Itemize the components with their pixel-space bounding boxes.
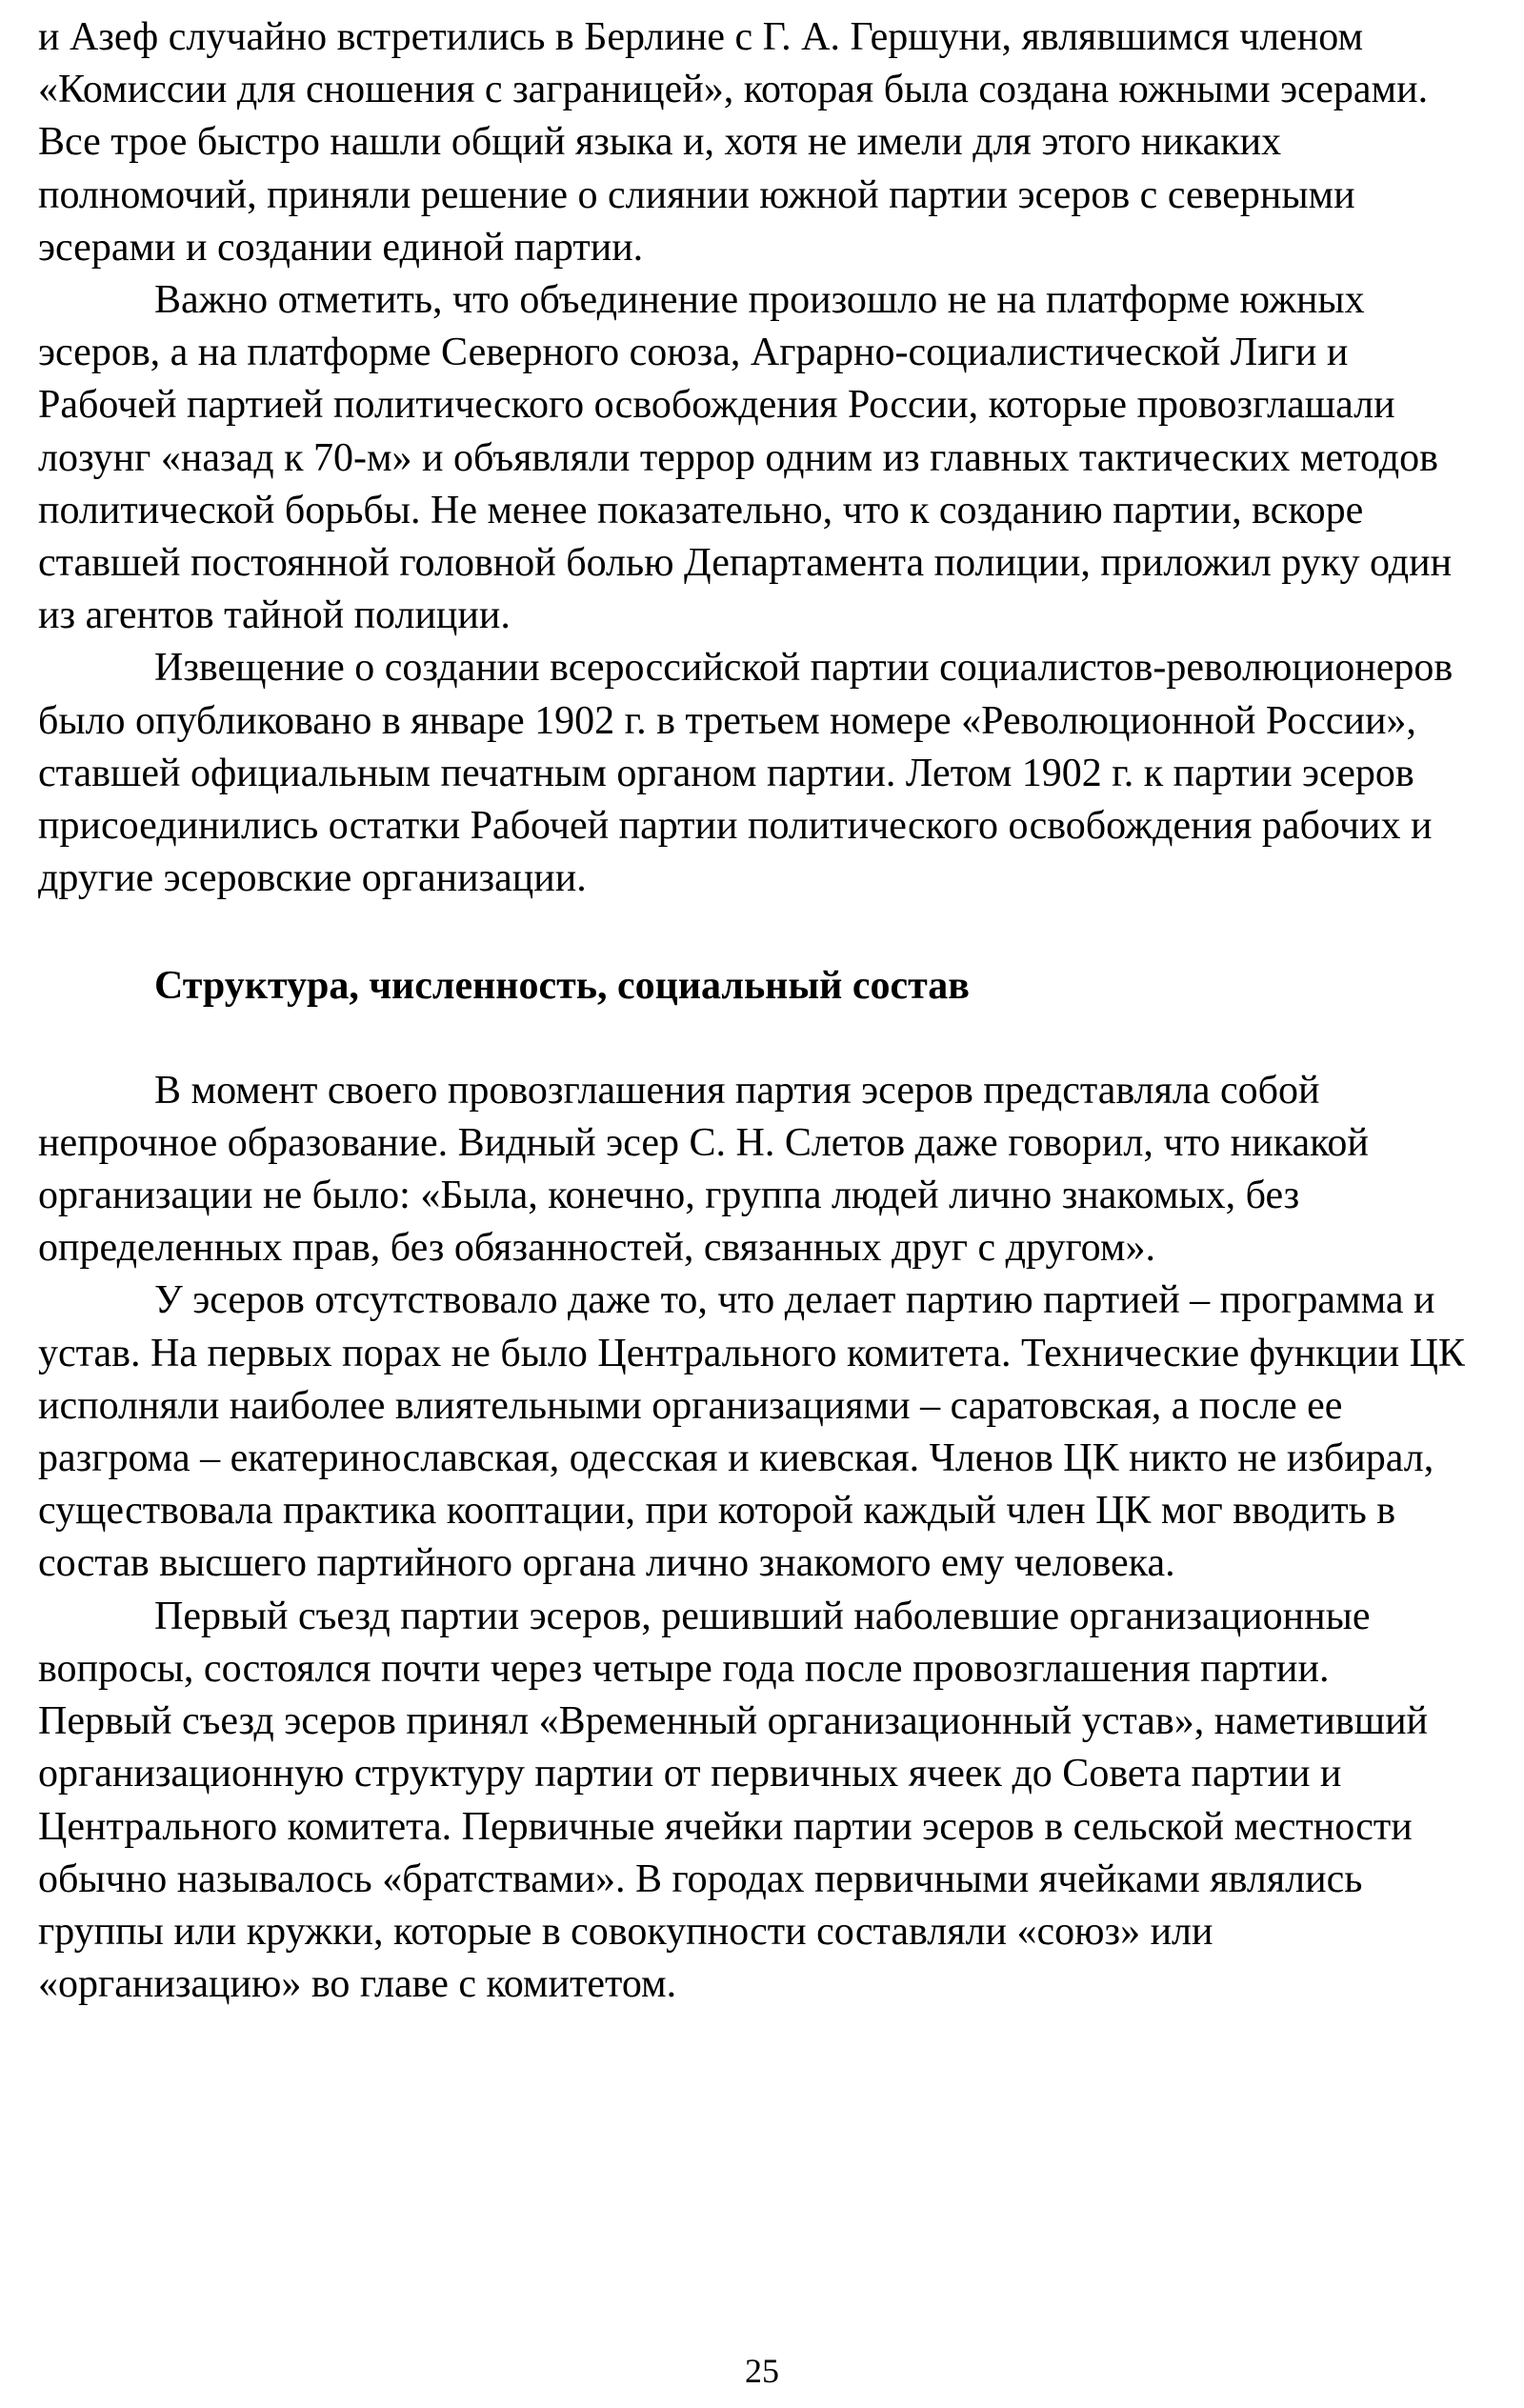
paragraph-4: В момент своего провозглашения партия эсеров представляла собой непрочное образование. Видный эсер С. Н. Слетов даже говорил, что никакой организации не было: «Была, конечно, группа людей лично знакомых, без определенных прав, без обязанностей, связанных друг с другом». [38,1068,1369,1271]
page-number: 25 [745,2352,779,2390]
paragraph-6: Первый съезд партии эсеров, решивший наболевшие организационные вопросы, состоялся почти через четыре года после провозглашения партии. Первый съезд эсеров принял «Временный организационный устав», наметивший организационную структуру партии от первичных ячеек до Совета партии и Центрального комитета. Первичные ячейки партии эсеров в сельской местности обычно называлось «братствами». В городах первичными ячейками являлись группы или кружки, которые в совокупности составляли «союз» или «организацию» во главе с комитетом. [38,1594,1429,2007]
paragraph-1: и Азеф случайно встретились в Берлине с Г. А. Гершуни, являвшимся членом «Комиссии для сношения с заграницей», которая была создана южными эсерами. Все трое быстро нашли общий языка и, хотя не имели для этого никаких полномочий, приняли решение о слиянии южной партии эсеров с северными эсерами и создании единой партии. [38,15,1429,270]
paragraph-3: Извещение о создании всероссийской партии социалистов-революционеров было опубликовано в январе 1902 г. в третьем номере «Революционной России», ставшей официальным печатным органом партии. Летом 1902 г. к партии эсеров присоединились остатки Рабочей партии политического освобождения рабочих и другие эсеровские организации. [38,646,1454,901]
paragraph-5: У эсеров отсутствовало даже то, что делает партию партией – программа и устав. На первых порах не было Центрального комитета. Технические функции ЦК исполняли наиболее влиятельными организациями – саратовская, а после ее разгрома – екатеринославская, одесская и киевская. Членов ЦК никто не избирал, существовала практика кооптации, при которой каждый член ЦК мог вводить в состав высшего партийного органа лично знакомого ему человека. [38,1278,1465,1586]
section-heading: Структура, численность, социальный состав [154,964,970,1009]
paragraph-2: Важно отметить, что объединение произошло не на платформе южных эсеров, а на платформе Северного союза, Аграрно-социалистической Лиги и Рабочей партией политического освобождения России, которые провозглашали лозунг «назад к 70-м» и объявляли террор одним из главных тактических методов политической борьбы. Не менее показательно, что к созданию партии, вскоре ставшей постоянной головной болью Департамента полиции, приложил руку один из агентов тайной полиции. [38,278,1453,638]
page-body [38,11,1473,2011]
